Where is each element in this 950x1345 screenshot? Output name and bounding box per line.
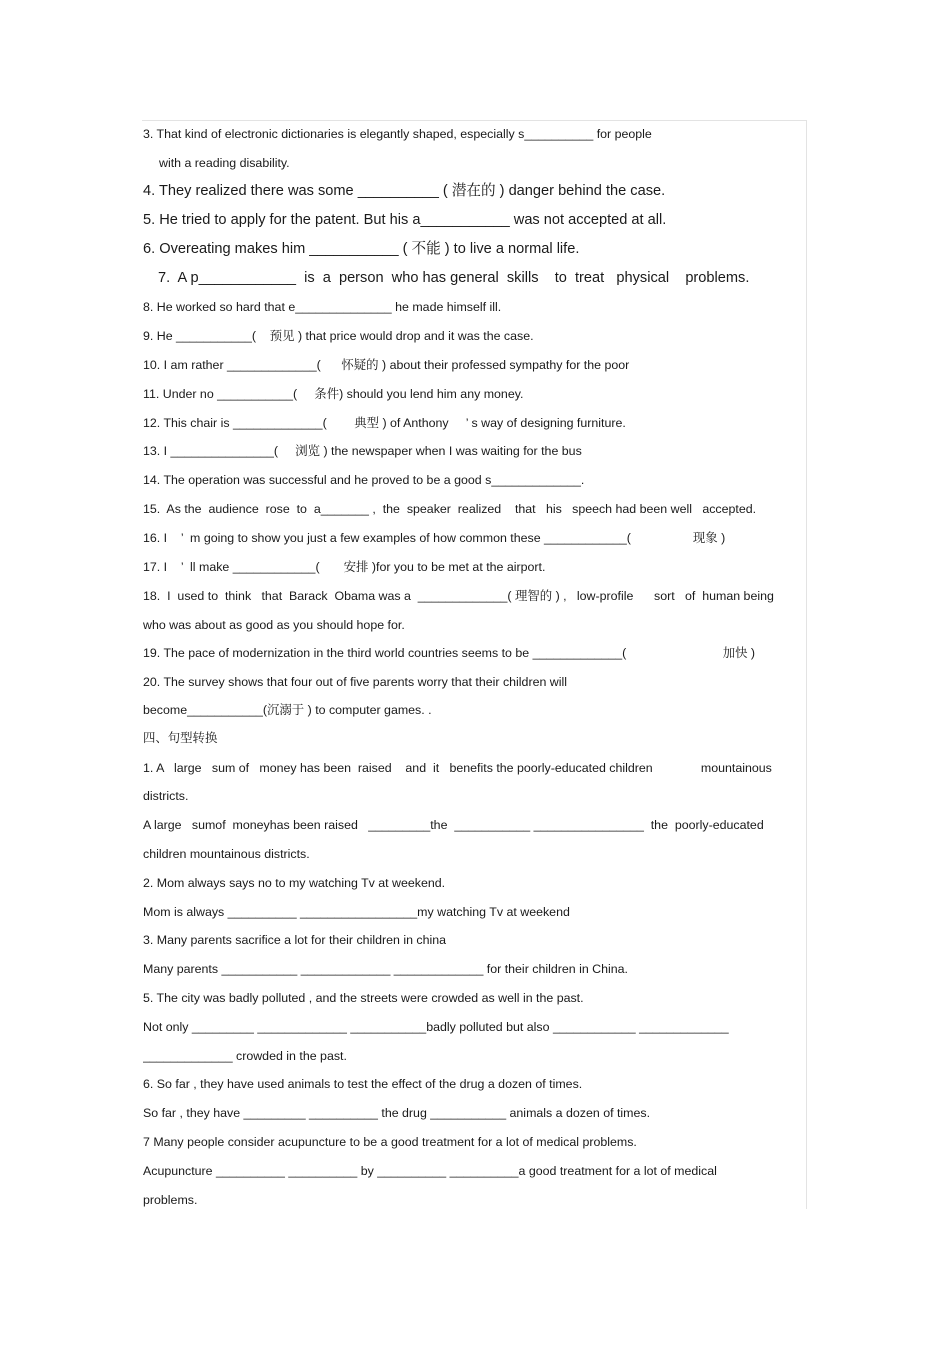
- question-5: 5. He tried to apply for the patent. But his a___________ was not accepted at all.: [143, 212, 667, 228]
- transform-7-answer-2: problems.: [143, 1193, 198, 1207]
- question-3-line-2: with a reading disability.: [159, 156, 290, 170]
- transform-5-answer-1: Not only _________ _____________ ___________badly polluted but also ____________ _____________: [143, 1020, 729, 1034]
- transform-3-answer: Many parents ___________ _____________ _____________ for their children in China.: [143, 962, 628, 976]
- section-title: 四、句型转换: [143, 731, 218, 745]
- transform-5-line: 5. The city was badly polluted , and the streets were crowded as well in the past.: [143, 991, 584, 1005]
- question-11: 11. Under no ___________( 条件) should you lend him any money.: [143, 387, 524, 401]
- question-4: 4. They realized there was some __________ ( 潜在的 ) danger behind the case.: [143, 183, 666, 199]
- transform-1-line-2: districts.: [143, 789, 189, 803]
- transform-1-line-1: 1. A large sum of money has been raised and it benefits the poorly-educated children mountainous: [143, 761, 772, 775]
- transform-5-answer-2: _____________ crowded in the past.: [143, 1049, 347, 1063]
- question-18-line-1: 18. I used to think that Barack Obama was a _____________( 理智的 ) , low-profile sort of human being: [143, 589, 774, 603]
- transform-6-line: 6. So far , they have used animals to test the effect of the drug a dozen of times.: [143, 1077, 583, 1091]
- question-12: 12. This chair is _____________( 典型 ) of Anthony ’ s way of designing furniture.: [143, 416, 626, 430]
- transform-3-line: 3. Many parents sacrifice a lot for their children in china: [143, 933, 447, 947]
- question-13: 13. I _______________( 浏览 ) the newspaper when I was waiting for the bus: [143, 444, 582, 458]
- question-6: 6. Overeating makes him ___________ ( 不能 ) to live a normal life.: [143, 241, 580, 257]
- question-8: 8. He worked so hard that e______________ he made himself ill.: [143, 300, 502, 314]
- question-3-line-1: 3. That kind of electronic dictionaries is elegantly shaped, especially s__________ for people: [143, 127, 652, 141]
- question-7: 7. A p____________ is a person who has general skills to treat physical problems.: [158, 270, 750, 286]
- transform-7-line: 7 Many people consider acupuncture to be a good treatment for a lot of medical problems.: [143, 1135, 637, 1149]
- question-20-line-1: 20. The survey shows that four out of five parents worry that their children will: [143, 675, 568, 689]
- transform-2-line: 2. Mom always says no to my watching Tv at weekend.: [143, 876, 446, 890]
- question-20-line-2: become___________(沉溺于 ) to computer games. .: [143, 703, 432, 717]
- transform-7-answer-1: Acupuncture __________ __________ by __________ __________a good treatment for a lot of medical: [143, 1164, 717, 1178]
- question-18-line-2: who was about as good as you should hope for.: [143, 618, 405, 632]
- question-9: 9. He ___________( 预见 ) that price would drop and it was the case.: [143, 329, 534, 343]
- transform-6-answer: So far , they have _________ __________ the drug ___________ animals a dozen of times.: [143, 1106, 651, 1120]
- question-19: 19. The pace of modernization in the third world countries seems to be _____________( 加快 ): [143, 646, 756, 660]
- question-14: 14. The operation was successful and he proved to be a good s_____________.: [143, 473, 585, 487]
- question-10: 10. I am rather _____________( 怀疑的 ) about their professed sympathy for the poor: [143, 358, 630, 372]
- question-17: 17. I ’ ll make ____________( 安排 )for you to be met at the airport.: [143, 560, 546, 574]
- transform-1-answer-1: A large sumof moneyhas been raised _________the ___________ ________________ the poorly-educated: [143, 818, 764, 832]
- transform-2-answer: Mom is always __________ _________________my watching Tv at weekend: [143, 905, 570, 919]
- transform-1-answer-2: children mountainous districts.: [143, 847, 310, 861]
- question-15: 15. As the audience rose to a_______ , the speaker realized that his speech had been well accepted.: [143, 502, 757, 516]
- question-16: 16. I ’ m going to show you just a few examples of how common these ____________( 现象 ): [143, 531, 726, 545]
